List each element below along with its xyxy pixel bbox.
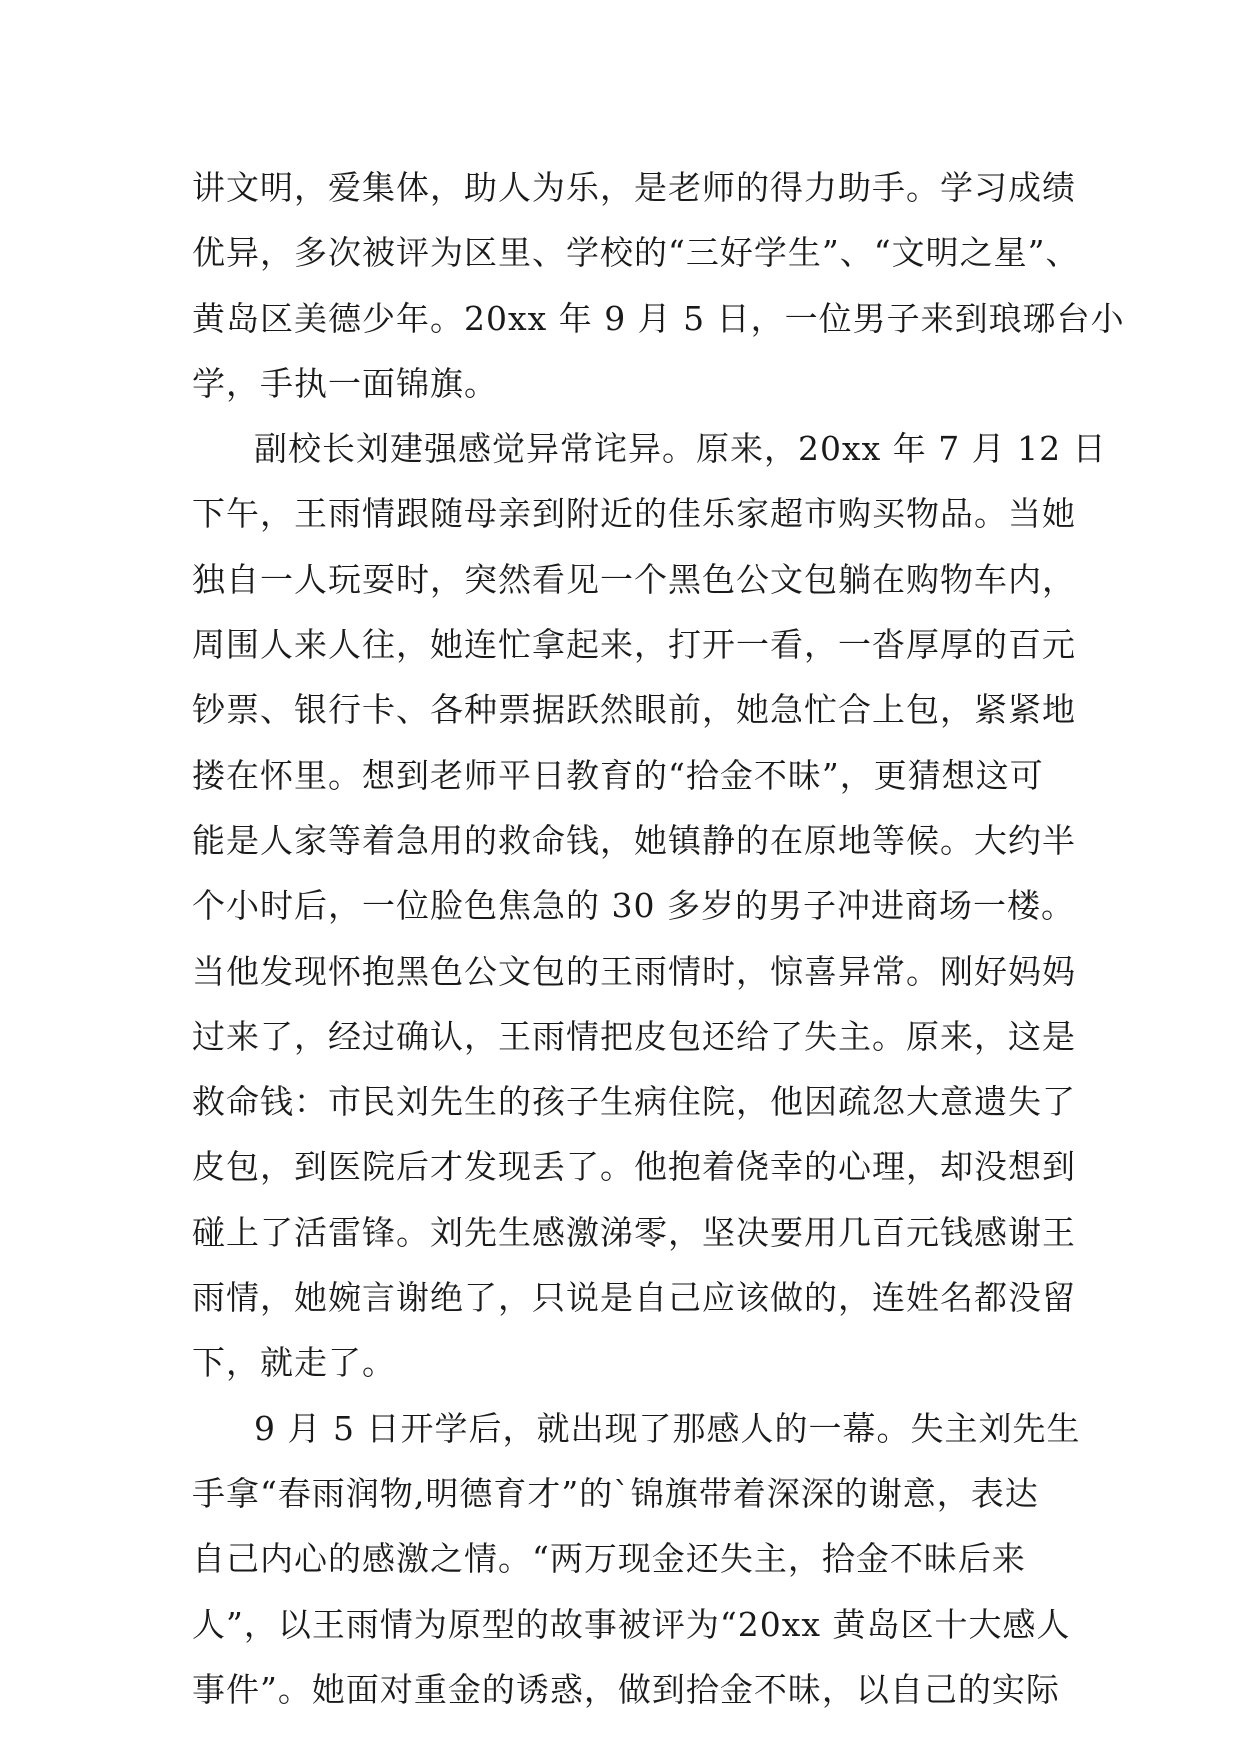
text-line: 下，就走了。 [192, 1343, 396, 1383]
text-line: 事件”。她面对重金的诱惑，做到拾金不昧，以自己的实际 [192, 1669, 1060, 1709]
text-line: 雨情，她婉言谢绝了，只说是自己应该做的，连姓名都没留 [192, 1278, 1076, 1318]
text-line: 个小时后，一位脸色焦急的 30 多岁的男子冲进商场一楼。 [192, 886, 1075, 926]
text-line: 讲文明，爱集体，助人为乐，是老师的得力助手。学习成绩 [192, 168, 1076, 207]
text-line: 能是人家等着急用的救命钱，她镇静的在原地等候。大约半 [192, 820, 1076, 860]
text-line: 手拿“春雨润物,明德育才”的`锦旗带着深深的谢意，表达 [192, 1473, 1039, 1513]
text-line: 优异，多次被评为区里、学校的“三好学生”、“文明之星”、 [192, 233, 1080, 273]
text-line: 钞票、银行卡、各种票据跃然眼前，她急忙合上包，紧紧地 [192, 690, 1076, 730]
text-line: 皮包，到医院后才发现丢了。他抱着侥幸的心理，却没想到 [192, 1147, 1076, 1187]
paragraph-first-line: 9 月 5 日开学后，就出现了那感人的一幕。失主刘先生 [254, 1408, 1081, 1448]
paragraph-first-line: 副校长刘建强感觉异常诧异。原来，20xx 年 7 月 12 日 [254, 429, 1107, 469]
text-line: 下午，王雨情跟随母亲到附近的佳乐家超市购买物品。当她 [192, 494, 1076, 534]
text-line: 救命钱：市民刘先生的孩子生病住院，他因疏忽大意遗失了 [192, 1082, 1076, 1122]
text-line: 碰上了活雷锋。刘先生感激涕零，坚决要用几百元钱感谢王 [192, 1212, 1076, 1252]
text-line: 过来了，经过确认，王雨情把皮包还给了失主。原来，这是 [192, 1016, 1076, 1056]
text-line: 人”，以王雨情为原型的故事被评为“20xx 黄岛区十大感人 [192, 1604, 1071, 1644]
text-line: 周围人来人往，她连忙拿起来，打开一看，一沓厚厚的百元 [192, 625, 1076, 665]
body-text [192, 155, 1125, 1722]
text-line: 搂在怀里。想到老师平日教育的“拾金不昧”，更猜想这可 [192, 755, 1044, 795]
text-line: 自己内心的感激之情。“两万现金还失主，拾金不昧后来 [192, 1539, 1026, 1579]
text-line: 独自一人玩耍时，突然看见一个黑色公文包躺在购物车内， [192, 559, 1076, 599]
text-line: 学，手执一面锦旗。 [192, 363, 498, 403]
text-line: 当他发现怀抱黑色公文包的王雨情时，惊喜异常。刚好妈妈 [192, 951, 1076, 991]
text-line: 黄岛区美德少年。20xx 年 9 月 5 日，一位男子来到琅琊台小 [192, 298, 1125, 338]
